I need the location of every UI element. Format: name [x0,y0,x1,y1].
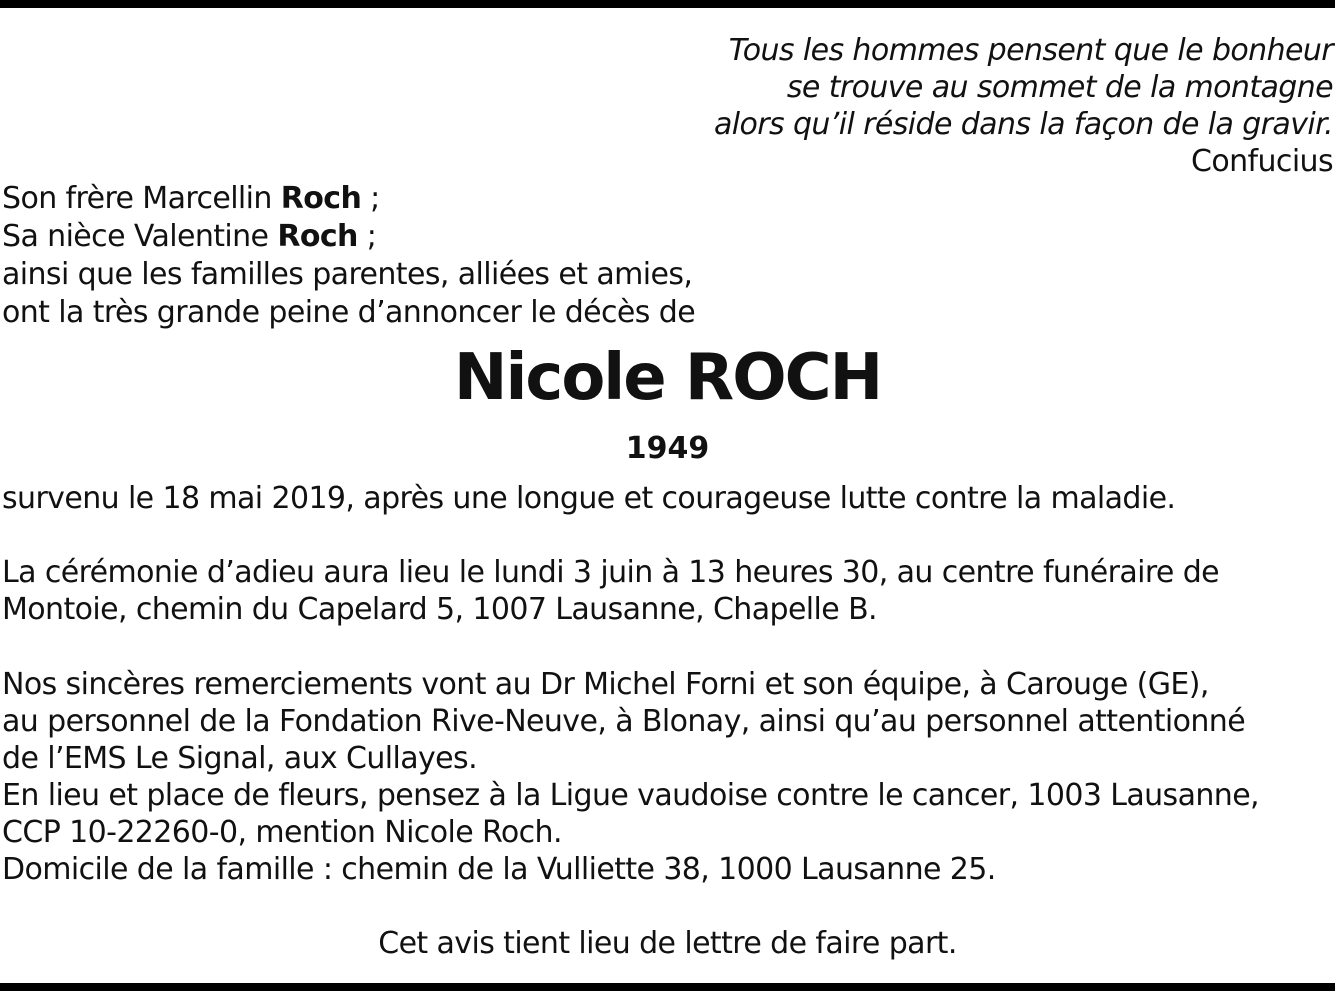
quote-line: Tous les hommes pensent que le bonheur [728,33,1333,68]
text-line: En lieu et place de fleurs, pensez à la Ligue vaudoise contre le cancer, 1003 Lausanne, [2,778,1259,813]
niece-line [2,218,695,256]
niece-prefix: Sa nièce Valentine [2,219,278,254]
deceased-name: Nicole ROCH [453,341,882,415]
epigraph-quote [714,32,1333,180]
closing-note: Cet avis tient lieu de lettre de faire part. [378,926,957,961]
thanks-paragraph [2,666,1259,888]
quote-author: Confucius [1191,144,1333,179]
text-line: Domicile de la famille : chemin de la Vulliette 38, 1000 Lausanne 25. [2,852,996,887]
text-line: au personnel de la Fondation Rive-Neuve, à Blonay, ainsi qu’au personnel attentionné [2,704,1246,739]
family-announcement [2,180,695,332]
text-line: CCP 10-22260-0, mention Nicole Roch. [2,815,562,850]
top-border-rule [0,0,1335,8]
birth-year: 1949 [625,431,710,466]
text-line: La cérémonie d’adieu aura lieu le lundi 3 juin à 13 heures 30, au centre funéraire de [2,555,1220,590]
announcement-line: ont la très grande peine d’annoncer le décès de [2,295,696,330]
text-line: Nos sincères remerciements vont au Dr Michel Forni et son équipe, à Carouge (GE), [2,667,1209,702]
quote-line: alors qu’il réside dans la façon de la gravir. [713,107,1333,142]
bottom-border-rule [0,983,1335,991]
brother-line [2,180,695,218]
text-line: Montoie, chemin du Capelard 5, 1007 Lausanne, Chapelle B. [2,592,877,627]
text-line: survenu le 18 mai 2019, après une longue et courageuse lutte contre la maladie. [2,481,1176,516]
death-paragraph [2,480,1175,517]
ceremony-paragraph [2,554,1219,628]
brother-suffix: ; [361,181,380,216]
quote-line: se trouve au sommet de la montagne [786,70,1333,105]
relatives-line: ainsi que les familles parentes, alliées et amies, [2,257,693,292]
text-line: de l’EMS Le Signal, aux Cullayes. [2,741,478,776]
niece-suffix: ; [357,219,377,254]
brother-prefix: Son frère Marcellin [2,181,281,216]
brother-surname: Roch [280,181,362,216]
niece-surname: Roch [277,219,358,254]
